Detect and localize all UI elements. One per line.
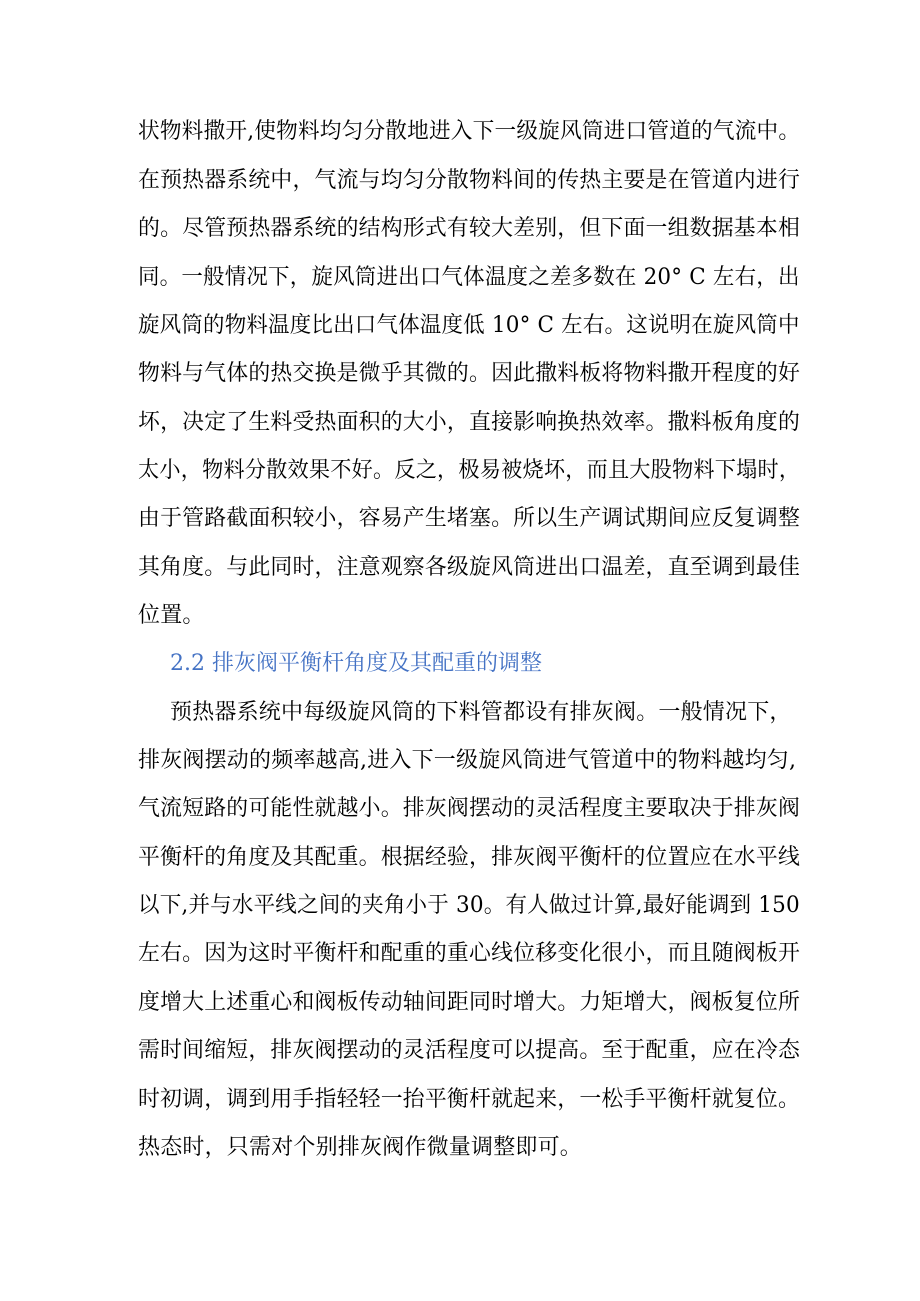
paragraph-line: 旋风筒的物料温度比出口气体温度低 10° C 左右。这说明在旋风筒中 bbox=[138, 313, 800, 338]
paragraph-line: 物料与气体的热交换是微乎其微的。因此撒料板将物料撒开程度的好 bbox=[138, 361, 801, 386]
paragraph-line: 由于管路截面积较小，容易产生堵塞。所以生产调试期间应反复调整 bbox=[138, 506, 801, 531]
paragraph-line: 位置。 bbox=[138, 603, 205, 628]
paragraph-line: 其角度。与此同时，注意观察各级旋风筒进出口温差，直至调到最佳 bbox=[138, 555, 801, 580]
paragraph-line: 在预热器系统中，气流与均匀分散物料间的传热主要是在管道内进行 bbox=[138, 168, 801, 193]
paragraph-line: 左右。因为这时平衡杆和配重的重心线位移变化很小，而且随阀板开 bbox=[138, 941, 801, 966]
paragraph-line: 时初调，调到用手指轻轻一抬平衡杆就起来，一松手平衡杆就复位。 bbox=[138, 1087, 801, 1112]
paragraph-line: 的。尽管预热器系统的结构形式有较大差别，但下面一组数据基本相 bbox=[138, 216, 801, 241]
paragraph-line: 气流短路的可能性就越小。排灰阀摆动的灵活程度主要取决于排灰阀 bbox=[138, 796, 801, 821]
paragraph-line: 需时间缩短，排灰阀摆动的灵活程度可以提高。至于配重，应在冷态 bbox=[138, 1038, 801, 1063]
paragraph-line: 热态时，只需对个别排灰阀作微量调整即可。 bbox=[138, 1135, 583, 1160]
section-heading: 2.2 排灰阀平衡杆角度及其配重的调整 bbox=[170, 651, 542, 676]
paragraph-line: 平衡杆的角度及其配重。根据经验，排灰阀平衡杆的位置应在水平线 bbox=[138, 845, 801, 870]
paragraph-line: 坏，决定了生料受热面积的大小，直接影响换热效率。撒料板角度的 bbox=[138, 410, 801, 435]
paragraph-line: 状物料撒开,使物料均匀分散地进入下一级旋风筒进口管道的气流中。 bbox=[138, 119, 801, 144]
paragraph-line: 太小，物料分散效果不好。反之，极易被烧坏，而且大股物料下塌时， bbox=[138, 458, 801, 483]
paragraph-line: 度增大上述重心和阀板传动轴间距同时增大。力矩增大，阀板复位所 bbox=[138, 990, 801, 1015]
paragraph-line: 排灰阀摆动的频率越高,进入下一级旋风筒进气管道中的物料越均匀, bbox=[138, 748, 797, 773]
paragraph-line: 同。一般情况下，旋风筒进出口气体温度之差多数在 20° C 左右，出 bbox=[138, 265, 800, 290]
paragraph-line: 以下,并与水平线之间的夹角小于 30。有人做过计算,最好能调到 150 bbox=[138, 893, 800, 918]
paragraph-line: 预热器系统中每级旋风筒的下料管都设有排灰阀。一般情况下， bbox=[170, 700, 792, 725]
